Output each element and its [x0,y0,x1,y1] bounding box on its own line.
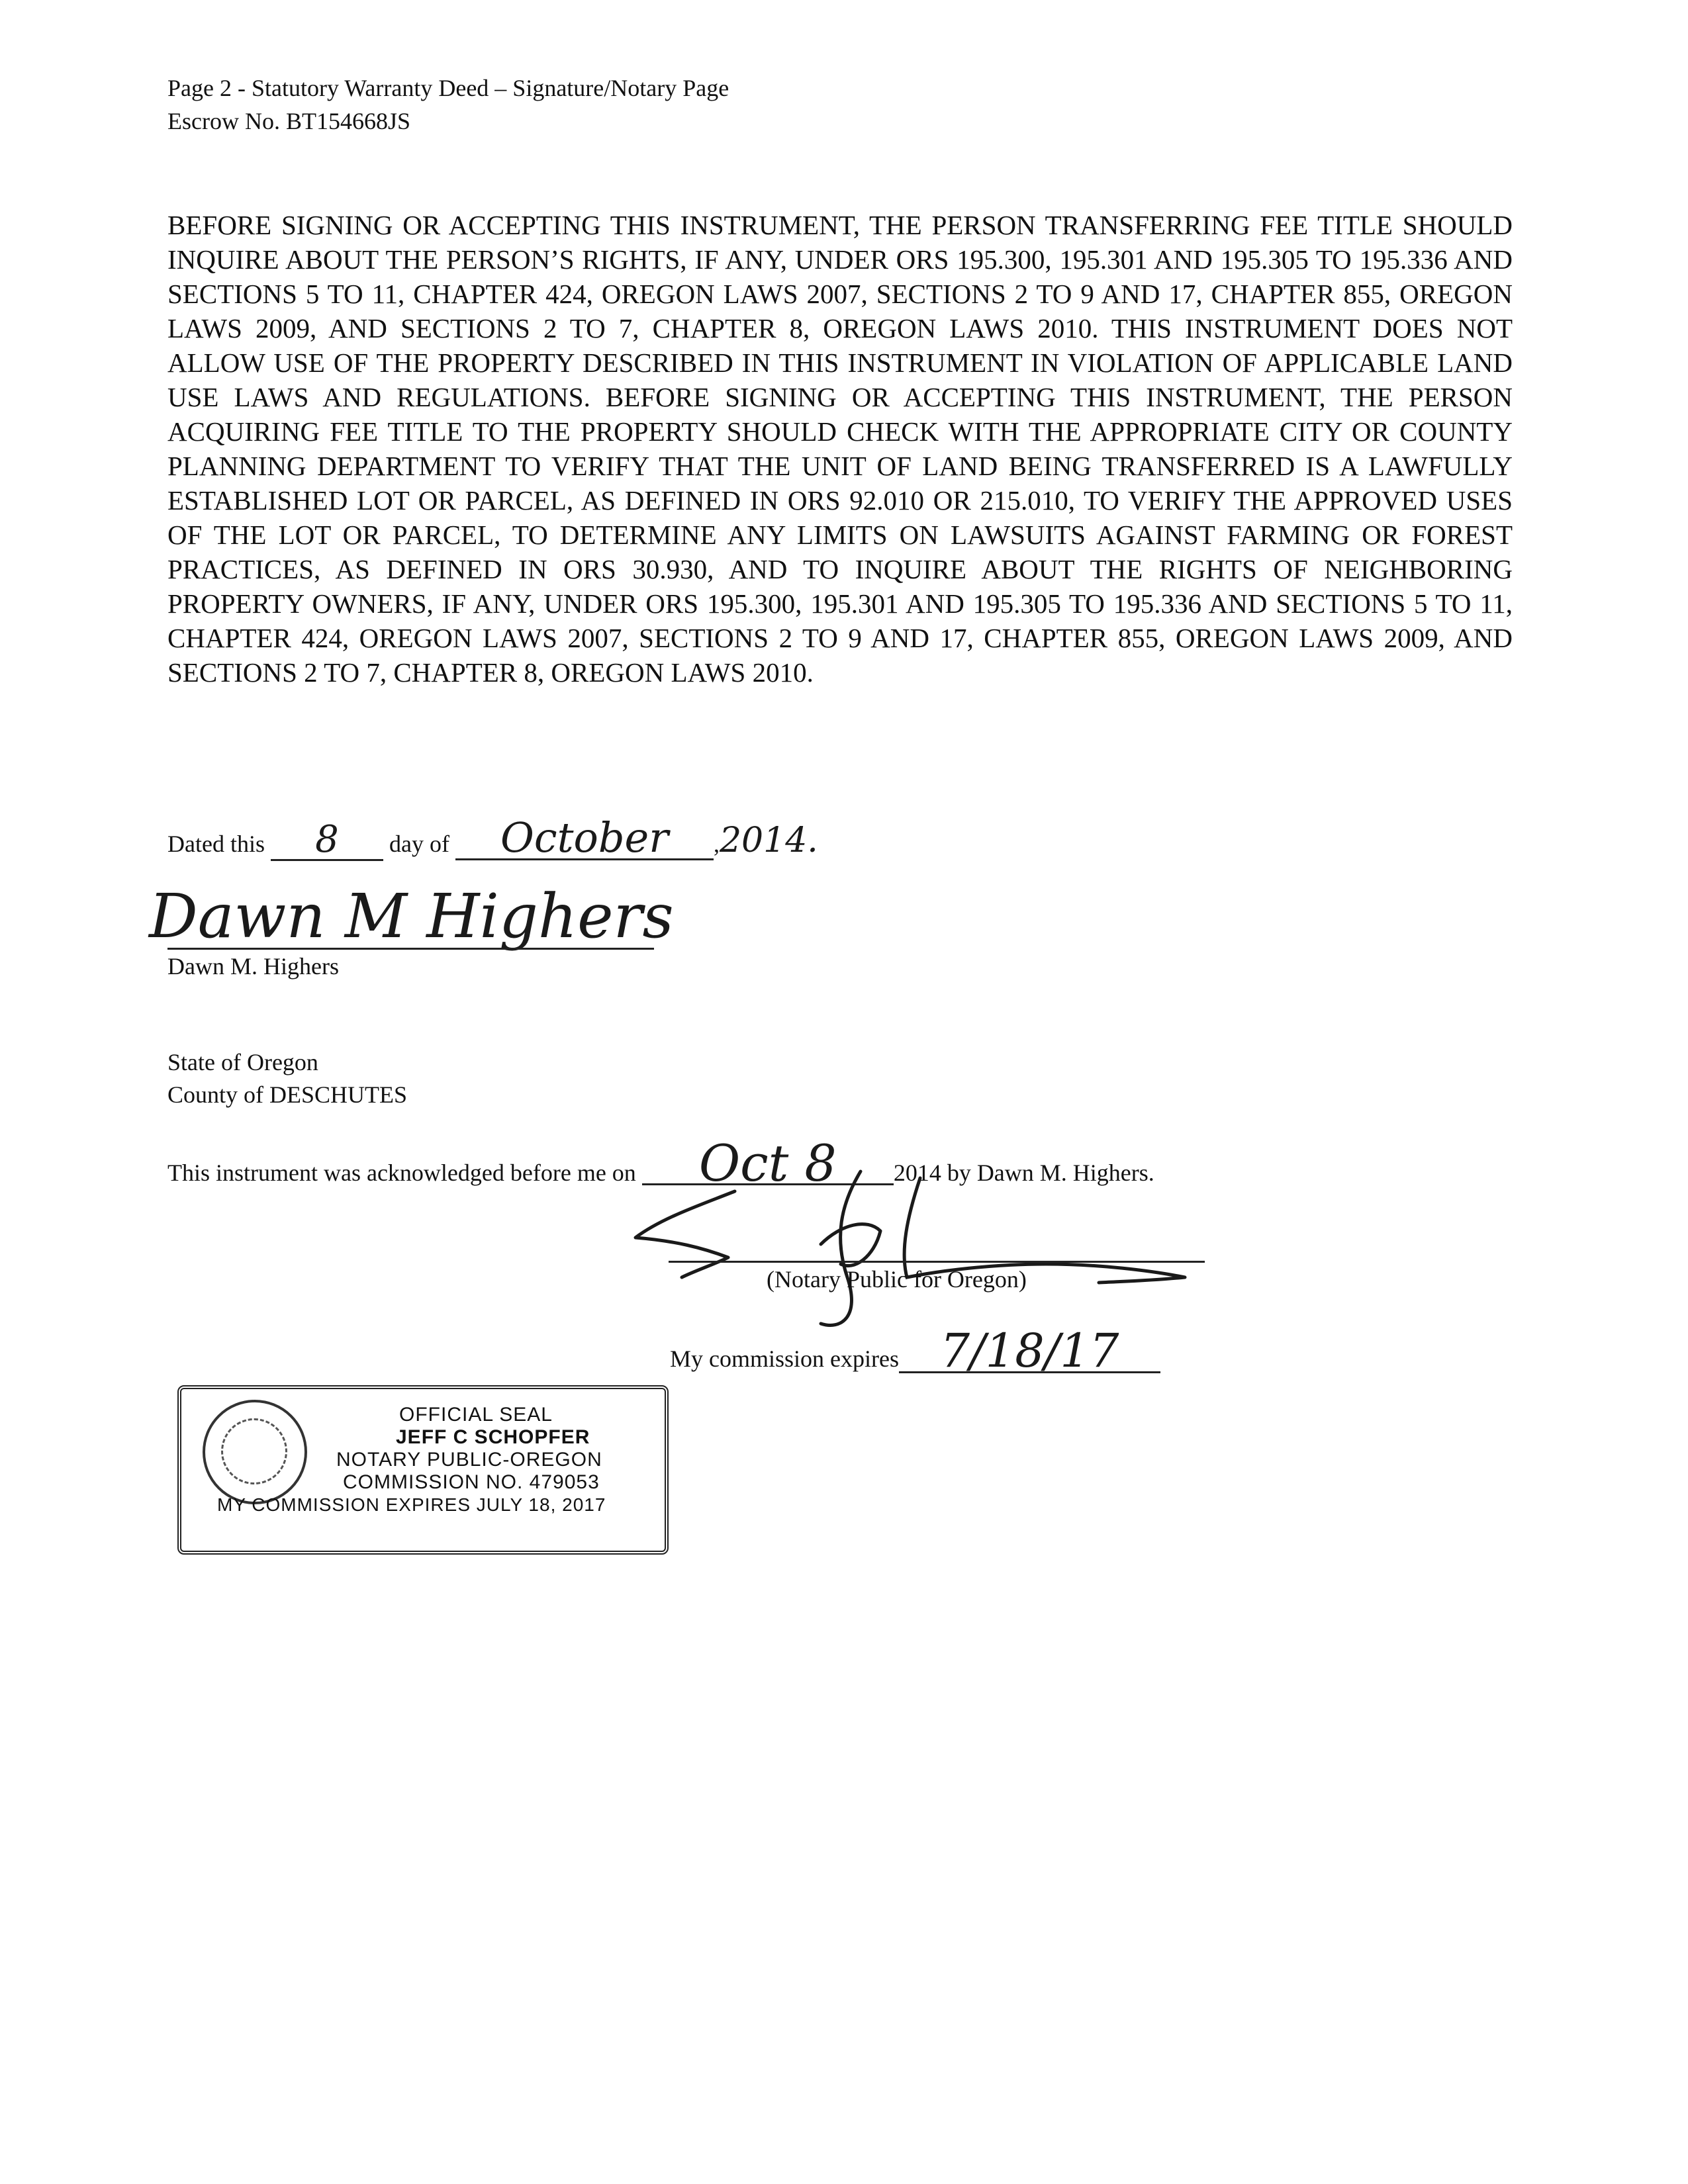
dated-year: 2014. [719,821,818,860]
seal-commission-number: COMMISSION NO. 479053 [343,1471,600,1493]
seal-notary-name: JEFF C SCHOPFER [396,1426,590,1448]
venue-county: County of DESCHUTES [167,1081,408,1108]
dated-day-of: day of [389,831,449,857]
grantor-name: Dawn M. Highers [167,953,339,979]
acknowledgment-date: Oct 8 [642,1144,894,1185]
notary-signature-line [669,1261,1205,1263]
grantor-signature-line [167,948,654,950]
statutory-disclaimer: BEFORE SIGNING OR ACCEPTING THIS INSTRUMENT, THE PERSON TRANSFERRING FEE TITLE SHOULD INQUIRE ABOUT THE PERSON’S RIGHTS, IF ANY, UNDER ORS 195.300, 195.301 AND 195.305 TO 195.336 AND SECTIONS 5 TO 11, CHAPTER 424, OREGON LAWS 2007, SECTIONS 2 TO 9 AND 17, CHAPTER 855, OREGON LAWS 2009, AND SECTIONS 2 TO 7, CHAPTER 8, OREGON LAWS 2010. THIS INSTRUMENT DOES NOT ALLOW USE OF THE PROPERTY DESCRIBED IN THIS INSTRUMENT IN VIOLATION OF APPLICABLE LAND USE LAWS AND REGULATIONS. BEFORE SIGNING OR ACCEPTING THIS INSTRUMENT, THE PERSON ACQUIRING FEE TITLE TO THE PROPERTY SHOULD CHECK WITH THE APPROPRIATE CITY OR COUNTY PLANNING DEPARTMENT TO VERIFY THAT THE UNIT OF LAND BEING TRANSFERRED IS A LAWFULLY ESTABLISHED LOT OR PARCEL, AS DEFINED IN ORS 92.010 OR 215.010, TO VERIFY THE APPROVED USES OF THE LOT OR PARCEL, TO DETERMINE ANY LIMITS ON LAWSUITS AGAINST FARMING OR FOREST PRACTICES, AS DEFINED IN ORS 30.930, AND TO INQUIRE ABOUT THE RIGHTS OF NEIGHBORING PROPERTY OWNERS, IF ANY, UNDER ORS 195.300, 195.301 AND 195.305 TO 195.336 AND SECTIONS 5 TO 11, CHAPTER 424, OREGON LAWS 2007, SECTIONS 2 TO 9 AND 17, CHAPTER 855, OREGON LAWS 2009, AND SECTIONS 2 TO 7, CHAPTER 8, OREGON LAWS 2010. [167,210,1513,688]
escrow-number: Escrow No. BT154668JS [167,108,410,134]
dated-prefix: Dated this [167,831,265,857]
header-title: Page 2 - Statutory Warranty Deed – Signature/Notary Page [167,75,729,101]
seal-commission-expires: MY COMMISSION EXPIRES JULY 18, 2017 [217,1494,606,1515]
page-header [167,71,729,138]
acknowledgment-suffix: 2014 by Dawn M. Highers. [893,1160,1154,1186]
oregon-state-seal-icon [203,1400,307,1504]
acknowledgment-prefix: This instrument was acknowledged before me on [167,1160,636,1186]
notary-title: (Notary Public for Oregon) [767,1266,1027,1293]
dated-day: 8 [271,821,383,861]
dated-line [167,813,818,862]
venue-state: State of Oregon [167,1049,318,1075]
commission-line [670,1324,1160,1378]
commission-label: My commission expires [670,1345,899,1372]
commission-date: 7/18/17 [899,1330,1160,1373]
seal-notary-state: NOTARY PUBLIC-OREGON [336,1449,602,1471]
official-notary-seal [177,1385,665,1551]
seal-title: OFFICIAL SEAL [399,1404,553,1426]
grantor-signature: Dawn M Highers [149,881,674,952]
dated-comma: , [713,831,720,857]
notary-signature [622,1165,1218,1337]
dated-month: October [455,817,714,860]
